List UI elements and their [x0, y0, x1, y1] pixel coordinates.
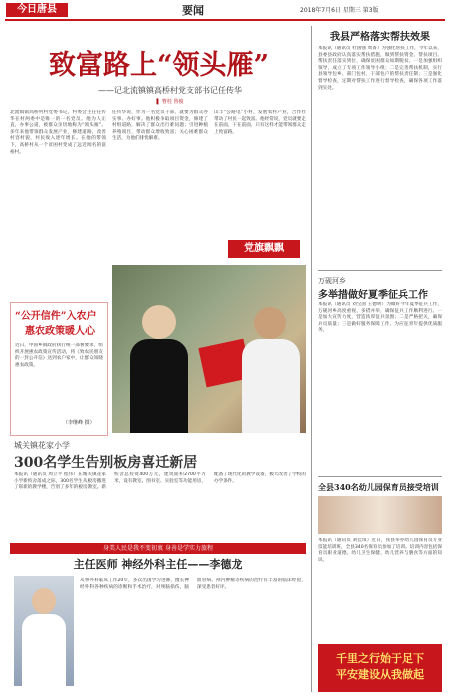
person-right-face — [254, 307, 286, 339]
lead-column-1: 北流镇镇高桥村村党委书记，村委会主任任传华在村两委中是唯一的一名党员。他为人正直，办事公道，被群众亲切地称为“领头雁”。多年来他带领群众发展产业，修建道路，改善村容村貌，村民收入逐年增长。在他的带领下，高桥村从一个贫困村变成了远近闻名的富裕村。 — [10, 110, 106, 155]
policy-title-line-2: 惠农政策暖人心 — [25, 326, 95, 337]
profile-banner: 身美人民是我不变初衷 身善是学实力旅程 — [10, 543, 306, 554]
person-right-body — [242, 339, 300, 433]
header-rule — [5, 19, 445, 21]
lead-subtitle: ——记北流镇镇高桥村党支部书记任传华 — [98, 86, 242, 95]
doctor-face — [32, 588, 56, 614]
training-photo — [318, 496, 442, 534]
newspaper-logo: 今日唐县 — [6, 3, 68, 17]
safety-slogan-line-1: 千里之行始于足下 — [336, 652, 424, 665]
column-divider — [311, 26, 312, 692]
policy-author: （李继峰 摄） — [63, 420, 95, 426]
school-body: 本报讯（通讯员 周立平 程伟）在城关镇花家小学新校舍落成之际，300名学生从板房搬进了崭新的教学楼，告别了多年的板房教室。新校舍总投资400万元，建筑面积2700平方米，设有教室、图书室、实验室等功能用房，配备了现代化的教学设备，极大改善了学校的办学条件。 — [14, 472, 306, 491]
right-divider-1 — [318, 270, 442, 271]
section-title: 要闻 — [182, 4, 204, 17]
lead-column-3: 山丰“公路电”小村，发展农村产业，合作社带动了村民一起致富。他经常说，党员就要走在前面，干在前面，只有这样才能带领群众走上致富路。 — [214, 110, 306, 135]
right-divider-2 — [318, 476, 442, 477]
school-title: 300名学生告别板房喜迁新居 — [14, 455, 198, 471]
right-story1-body: 本报讯（通讯员 杜国强 周菁）为强化帮扶工作，今年以来，县委县政府认真落实帮扶措施，做到帮扶资金、帮扶项目、帮扶责任落实到位，确保贫困群众如期脱贫。一是加强组织领导，成立了专项工作领导小组；二是完善帮扶机制，实行县领导包乡、部门包村、干部包户的帮扶责任制；三是强化督导检查，定期对帮扶工作进行督导检查，确保各项工作落到实处。 — [318, 46, 442, 91]
right-story2-title: 多举措做好夏季征兵工作 — [318, 290, 428, 301]
safety-slogan-box — [318, 644, 442, 692]
person-left-face — [142, 305, 176, 339]
person-left-body — [130, 339, 188, 433]
newspaper-header — [0, 0, 450, 20]
policy-body: 近日，中国乡镇政府执行统一部署要求，组织开展惠农政策宣传活动，将《致农民朋友的一封公开信》送到农户家中，让群众知晓惠农政策。 — [15, 343, 103, 368]
school-kicker: 城关镇花家小学 — [14, 441, 70, 450]
doctor-coat — [22, 614, 66, 686]
right-story2-kicker: 万砚河乡 — [318, 277, 346, 285]
right-story3-title: 全县340名幼儿园保育员接受培训 — [318, 482, 439, 492]
profile-body: 从事外科临床工作20年，多次出国学习进修，擅长神经外科各种疾病的诊断和手术治疗，对颅脑损伤、脑血管病、颅内肿瘤等疾病的治疗有丰富的临床经验，深受患者好评。 — [80, 578, 306, 590]
policy-title-line-1: “公开信件”入农户 — [15, 311, 97, 322]
lead-column-2: 任传华说，作为一名党员干部，就要为群众办实事、办好事。他积极争取项目资金，修建了村组道路，解决了群众出行难问题；引进种植养殖项目，带动群众增收致富；关心困难群众生活，为他们排忧解难。 — [112, 110, 208, 142]
right-story1-title: 我县严格落实帮扶效果 — [330, 32, 430, 43]
party-flag-banner: 党旗飘飘 — [228, 240, 300, 258]
lead-byline: ▌ 曹桂 鲁俊 — [156, 99, 184, 105]
right-story3-body: 本报讯（通讯员 刘佳琪）近日，我县举办幼儿园保育员专业技能培训班，全县340名保育员参加了培训。培训内容包括保育员职业道德、幼儿卫生保健、幼儿营养与膳食等方面的知识。 — [318, 538, 442, 563]
policy-notice-box — [10, 302, 108, 436]
issue-date: 2018年7月6日 星期三 第3版 — [300, 7, 379, 14]
lead-title: 致富路上“领头雁” — [48, 50, 270, 81]
lead-photo — [112, 265, 306, 433]
safety-slogan-line-2: 平安建设从我做起 — [336, 668, 424, 681]
right-story2-body: 本报讯（通讯员 刘宝国 王德明）为做好今年夏季征兵工作，万砚河乡高度重视，多措并举，确保征兵工作顺利进行。一是加大宣传力度，营造浓厚征兵氛围；二是严格把关，确保兵员质量；三是做好服务保障工作，为应征青年提供优质服务。 — [318, 302, 442, 334]
doctor-photo — [14, 576, 74, 686]
profile-title: 主任医师 神经外科主任——李德龙 — [73, 558, 243, 571]
